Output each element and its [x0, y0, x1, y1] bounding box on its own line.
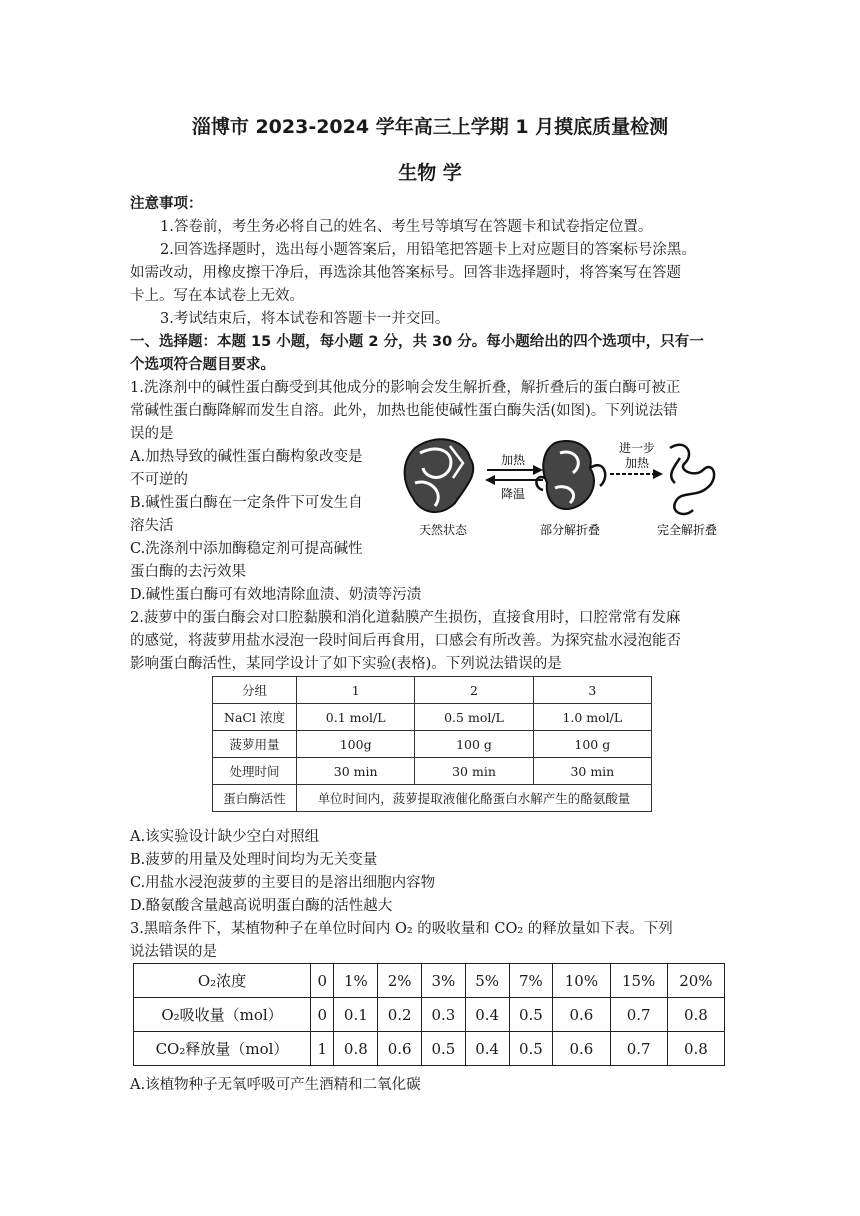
table-cell: 1: [297, 677, 415, 704]
table-cell: NaCl 浓度: [213, 704, 297, 731]
q3-option-a: A.该植物种子无氧呼吸可产生酒精和二氧化碳: [130, 1077, 421, 1093]
label-heat: 加热: [500, 453, 526, 467]
table-cell: 30 min: [533, 758, 651, 785]
q1-option-d: D.碱性蛋白酶可有效地清除血渍、奶渍等污渍: [130, 587, 422, 603]
subject-title: 生物 学: [398, 162, 462, 184]
table-cell: 100g: [297, 731, 415, 758]
protein-unfolding-diagram: [395, 428, 725, 546]
table-cell: 0.5: [422, 1032, 466, 1066]
table-cell: 30 min: [415, 758, 533, 785]
table-cell: 20%: [667, 964, 724, 998]
table-cell: 0.6: [378, 1032, 422, 1066]
notice-item-2-cont: 如需改动，用橡皮擦干净后，再选涂其他答案标号。回答非选择题时，将答案写在答题: [130, 265, 681, 281]
q1-option-b-cont: 溶失活: [130, 518, 174, 534]
table-cell: 1%: [334, 964, 378, 998]
q1-option-c-cont: 蛋白酶的去污效果: [130, 564, 246, 580]
q3-stem-1: 3.黑暗条件下，某植物种子在单位时间内 O₂ 的吸收量和 CO₂ 的释放量如下表。下列: [130, 921, 673, 937]
table-row: [213, 758, 652, 785]
q3-stem-2: 说法错误的是: [130, 944, 217, 960]
table-cell: 0.5: [509, 1032, 553, 1066]
table-cell: 0.5 mol/L: [415, 704, 533, 731]
q2-stem-1: 2.菠萝中的蛋白酶会对口腔黏膜和消化道黏膜产生损伤，直接食用时，口腔常常有发麻: [130, 610, 681, 626]
table-cell: O₂吸收量（mol）: [134, 998, 311, 1032]
table-cell: 0.1 mol/L: [297, 704, 415, 731]
table-cell: 2: [415, 677, 533, 704]
q1-option-a-cont: 不可逆的: [130, 472, 188, 488]
table-cell: 5%: [465, 964, 509, 998]
table-cell: 7%: [509, 964, 553, 998]
section-heading-cont: 个选项符合题目要求。: [130, 357, 275, 373]
notice-item-1: 1.答卷前，考生务必将自己的姓名、考生号等填写在答题卡和试卷指定位置。: [160, 219, 653, 235]
table-row: [134, 964, 725, 998]
table-cell: 0.6: [553, 1032, 610, 1066]
table-cell: 0.6: [553, 998, 610, 1032]
table-cell: CO₂释放量（mol）: [134, 1032, 311, 1066]
table-cell: 0.8: [667, 1032, 724, 1066]
label-partial-unfold: 部分解折叠: [539, 523, 601, 537]
q2-stem-2: 的感觉，将菠萝用盐水浸泡一段时间后再食用，口感会有所改善。为探究盐水浸泡能否: [130, 633, 681, 649]
q2-option-b: B.菠萝的用量及处理时间均为无关变量: [130, 852, 378, 868]
q1-option-b: B.碱性蛋白酶在一定条件下可发生自: [130, 495, 363, 511]
table-cell: 0.5: [509, 998, 553, 1032]
label-full-unfold: 完全解折叠: [656, 523, 718, 537]
q1-option-c: C.洗涤剂中添加酶稳定剂可提高碱性: [130, 541, 363, 557]
q1-stem-2: 常碱性蛋白酶降解而发生自溶。此外，加热也能使碱性蛋白酶失活(如图)。下列说法错: [130, 403, 678, 419]
table-cell: 3: [533, 677, 651, 704]
label-cool: 降温: [500, 487, 526, 501]
q1-stem-1: 1.洗涤剂中的碱性蛋白酶受到其他成分的影响会发生解折叠，解折叠后的蛋白酶可被正: [130, 380, 681, 396]
q1-stem-3: 误的是: [130, 426, 174, 442]
table-row: [134, 998, 725, 1032]
table-cell: 15%: [610, 964, 667, 998]
q2-option-c: C.用盐水浸泡菠萝的主要目的是溶出细胞内容物: [130, 875, 436, 891]
q1-option-a: A.加热导致的碱性蛋白酶构象改变是: [130, 449, 363, 465]
table-row: [134, 1032, 725, 1066]
table-cell: 0.7: [610, 998, 667, 1032]
table-cell: 0.8: [334, 1032, 378, 1066]
table-cell: 1: [311, 1032, 334, 1066]
q2-option-d: D.酪氨酸含量越高说明蛋白酶的活性越大: [130, 898, 393, 914]
table-cell: 0.4: [465, 1032, 509, 1066]
table-cell: 菠萝用量: [213, 731, 297, 758]
table-cell: 0: [311, 998, 334, 1032]
table-cell: 0.8: [667, 998, 724, 1032]
exam-title: 淄博市 2023-2024 学年高三上学期 1 月摸底质量检测: [191, 116, 669, 138]
table-cell: 0.3: [422, 998, 466, 1032]
notice-item-2-cont2: 卡上。写在本试卷上无效。: [130, 288, 304, 304]
table-cell: 2%: [378, 964, 422, 998]
protein-unfolding-figure: [395, 428, 725, 546]
table-cell: 蛋白酶活性: [213, 785, 297, 812]
table-row: [213, 704, 652, 731]
native-state-protein: [405, 439, 474, 512]
table-cell: O₂浓度: [134, 964, 311, 998]
table-cell: 处理时间: [213, 758, 297, 785]
table-cell: 单位时间内，菠萝提取液催化酪蛋白水解产生的酪氨酸量: [297, 785, 652, 812]
notice-heading: 注意事项：: [130, 196, 203, 212]
table-cell: 0.1: [334, 998, 378, 1032]
q2-option-a: A.该实验设计缺少空白对照组: [130, 829, 320, 845]
label-native-state: 天然状态: [418, 523, 468, 537]
fully-unfolded-protein: [670, 445, 714, 514]
section-heading: 一、选择题：本题 15 小题，每小题 2 分，共 30 分。每小题给出的四个选项中，只有一: [130, 334, 704, 350]
table-cell: 3%: [422, 964, 466, 998]
table-cell: 0.2: [378, 998, 422, 1032]
table-cell: 0: [311, 964, 334, 998]
q2-table: [212, 676, 652, 812]
table-cell: 分组: [213, 677, 297, 704]
label-further: 进一步: [618, 441, 656, 455]
partially-unfolded-protein: [536, 441, 605, 509]
table-cell: 30 min: [297, 758, 415, 785]
table-cell: 1.0 mol/L: [533, 704, 651, 731]
table-row: [213, 785, 652, 812]
label-further-heat: 加热: [624, 456, 650, 470]
table-row: [213, 731, 652, 758]
table-cell: 10%: [553, 964, 610, 998]
notice-item-3: 3.考试结束后，将本试卷和答题卡一并交回。: [160, 311, 450, 327]
table-cell: 100 g: [533, 731, 651, 758]
table-cell: 0.7: [610, 1032, 667, 1066]
q2-stem-3: 影响蛋白酶活性，某同学设计了如下实验(表格)。下列说法错误的是: [130, 656, 562, 672]
table-cell: 0.4: [465, 998, 509, 1032]
table-row: [213, 677, 652, 704]
notice-item-2: 2.回答选择题时，选出每小题答案后，用铅笔把答题卡上对应题目的答案标号涂黑。: [160, 242, 696, 258]
table-cell: 100 g: [415, 731, 533, 758]
q3-table: [133, 963, 725, 1066]
